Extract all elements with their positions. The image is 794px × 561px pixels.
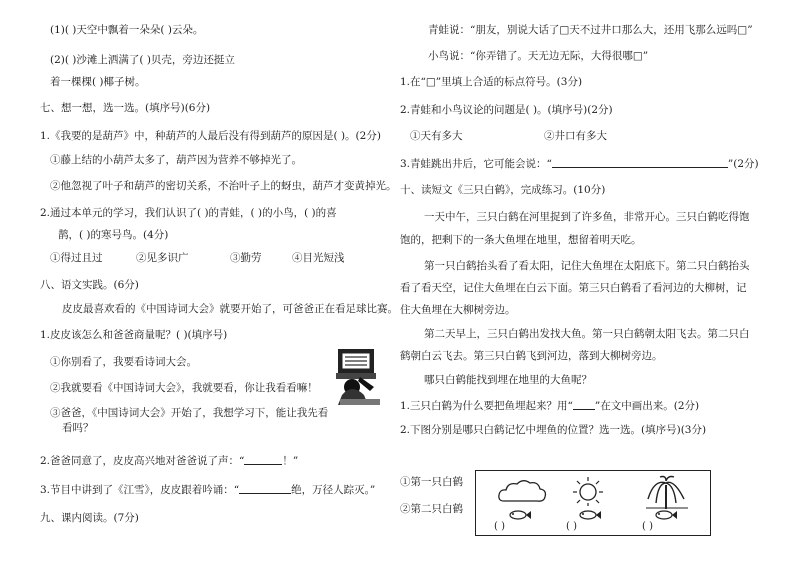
para-1b: 饱的，把剩下的一条大鱼埋在地里，想留着明天吃。	[400, 234, 642, 246]
fill-line-3: 着一棵棵( )椰子树。	[50, 76, 146, 88]
q8-1-option-a: ①你别看了，我要看诗词大会。	[50, 356, 197, 368]
bird-quote: 小鸟说：“你弄错了。天无边无际，大得很哪□”	[428, 50, 649, 62]
para-4: 哪只白鹤能找到埋在地里的大鱼呢？	[424, 374, 592, 386]
para-2a: 第一只白鹤抬头看了看太阳，记住大鱼埋在太阳底下。第二只白鹤抬头	[424, 260, 750, 272]
q7-1-question: 1.《我要的是葫芦》中，种葫芦的人最后没有得到葫芦的原因是( )。(2分)	[40, 130, 381, 142]
section-9-title: 九、课内阅读。(7分)	[40, 512, 139, 524]
answer-paren-1[interactable]: ( )	[494, 521, 505, 532]
r-q3-blank[interactable]	[552, 157, 728, 168]
q8-intro: 皮皮最喜欢看的《中国诗词大会》就要开始了，可爸爸正在看足球比赛。	[62, 303, 398, 315]
fill-line-1: (1)( )天空中飘着一朵朵( )云朵。	[50, 24, 204, 36]
q10-1-text: 1.三只白鹤为什么要把鱼埋起来？用“	[400, 400, 573, 412]
sun-icon	[568, 475, 608, 507]
r-q3-line	[400, 157, 759, 171]
q8-2-line	[40, 454, 298, 468]
q7-2-opt-1: ①得过且过	[50, 252, 103, 264]
q10-1-blank[interactable]	[573, 399, 595, 410]
cloud-icon	[496, 477, 548, 507]
r-q1: 1.在“□”里填上合适的标点符号。(3分)	[400, 76, 583, 88]
q10-2-question: 2.下图分别是哪只白鹤记忆中埋鱼的位置？选一选。(填序号)(3分)	[400, 424, 707, 436]
r-q2-opt-b: ②井口有多大	[544, 130, 607, 142]
r-q3-text: 3.青蛙跳出井后，它可能会说：“	[400, 158, 552, 170]
para-2b: 看了看天空，记住大鱼埋在白云下面。第三只白鹤看了看河边的大柳树，记	[400, 282, 747, 294]
q7-2-opt-2: ②见多识广	[136, 252, 189, 264]
fish-icon	[654, 509, 678, 521]
r-q2-opt-a: ①天有多大	[410, 130, 463, 142]
q7-2-question-cont: 鹊，( )的寒号鸟。(4分)	[58, 229, 169, 241]
q7-1-option-b: ②他忽视了叶子和葫芦的密切关系，不治叶子上的蚜虫，葫芦才变黄掉光。	[50, 180, 397, 192]
section-8-title: 八、语文实践。(6分)	[40, 279, 139, 291]
q8-3-line	[40, 483, 375, 497]
para-2c: 住大鱼埋在大柳树旁边。	[400, 304, 516, 316]
q8-2-blank[interactable]	[244, 454, 282, 465]
q8-1-option-c: ③爸爸，《中国诗词大会》开始了，我想学习下，能让我先看	[50, 407, 329, 419]
section-10-title: 十、读短文《三只白鹤》，完成练习。(10分)	[400, 184, 606, 196]
answer-paren-3[interactable]: ( )	[642, 521, 653, 532]
q10-1-line	[400, 399, 699, 413]
q7-1-option-a: ①藤上结的小葫芦太多了，葫芦因为营养不够掉光了。	[50, 154, 302, 166]
q8-1-question: 1.皮皮该怎么和爸爸商量呢？( )(填序号)	[40, 329, 228, 341]
q8-3-end: 绝，万径人踪灭。”	[291, 484, 376, 496]
fish-icon	[578, 509, 602, 521]
r-q2: 2.青蛙和小鸟议论的问题是( )。(填序号)(2分)	[400, 104, 613, 116]
location-images-box	[475, 470, 711, 536]
para-3b: 鹤朝白云飞去。第三只白鹤飞到河边，落到大柳树旁边。	[400, 350, 663, 362]
q8-2-end: ！”	[282, 455, 299, 467]
willow-tree-icon	[644, 473, 690, 509]
q7-2-question: 2.通过本单元的学习，我们认识了( )的青蛙，( )的小鸟，( )的喜	[40, 207, 337, 219]
q7-2-opt-4: ④目光短浅	[292, 252, 345, 264]
crane-2-label: ②第二只白鹤	[400, 503, 463, 515]
answer-paren-2[interactable]: ( )	[566, 521, 577, 532]
section-7-title: 七、想一想，选一选。(填序号)(6分)	[40, 102, 211, 114]
q7-2-opt-3: ③勤劳	[230, 252, 262, 264]
fill-line-2: (2)( )沙滩上洒满了( )贝壳，旁边还挺立	[50, 54, 235, 66]
r-q3-end: ”(2分)	[727, 158, 759, 170]
crane-1-label: ①第一只白鹤	[400, 476, 463, 488]
q8-3-text: 3.节目中讲到了《江雪》，皮皮跟着吟诵：“	[40, 484, 240, 496]
frog-quote: 青蛙说：“朋友，别说大话了□天不过井口那么大，还用飞那么远吗□”	[428, 24, 753, 36]
q8-1-option-c-cont: 看吗？	[62, 422, 94, 434]
para-3a: 第二天早上，三只白鹤出发找大鱼。第一只白鹤朝太阳飞去。第二只白	[424, 328, 750, 340]
q8-1-option-b: ②我就要看《中国诗词大会》，我就要看，你让我看看嘛！	[50, 382, 318, 394]
q8-2-text: 2.爸爸同意了，皮皮高兴地对爸爸说了声：“	[40, 455, 245, 467]
fish-icon	[508, 509, 532, 521]
tv-child-illustration	[330, 347, 386, 407]
para-1a: 一天中午，三只白鹤在河里捉到了许多鱼，非常开心。三只白鹤吃得饱	[424, 211, 750, 223]
q10-1-end: ”在文中画出来。(2分)	[594, 400, 700, 412]
q8-3-blank[interactable]	[239, 483, 291, 494]
